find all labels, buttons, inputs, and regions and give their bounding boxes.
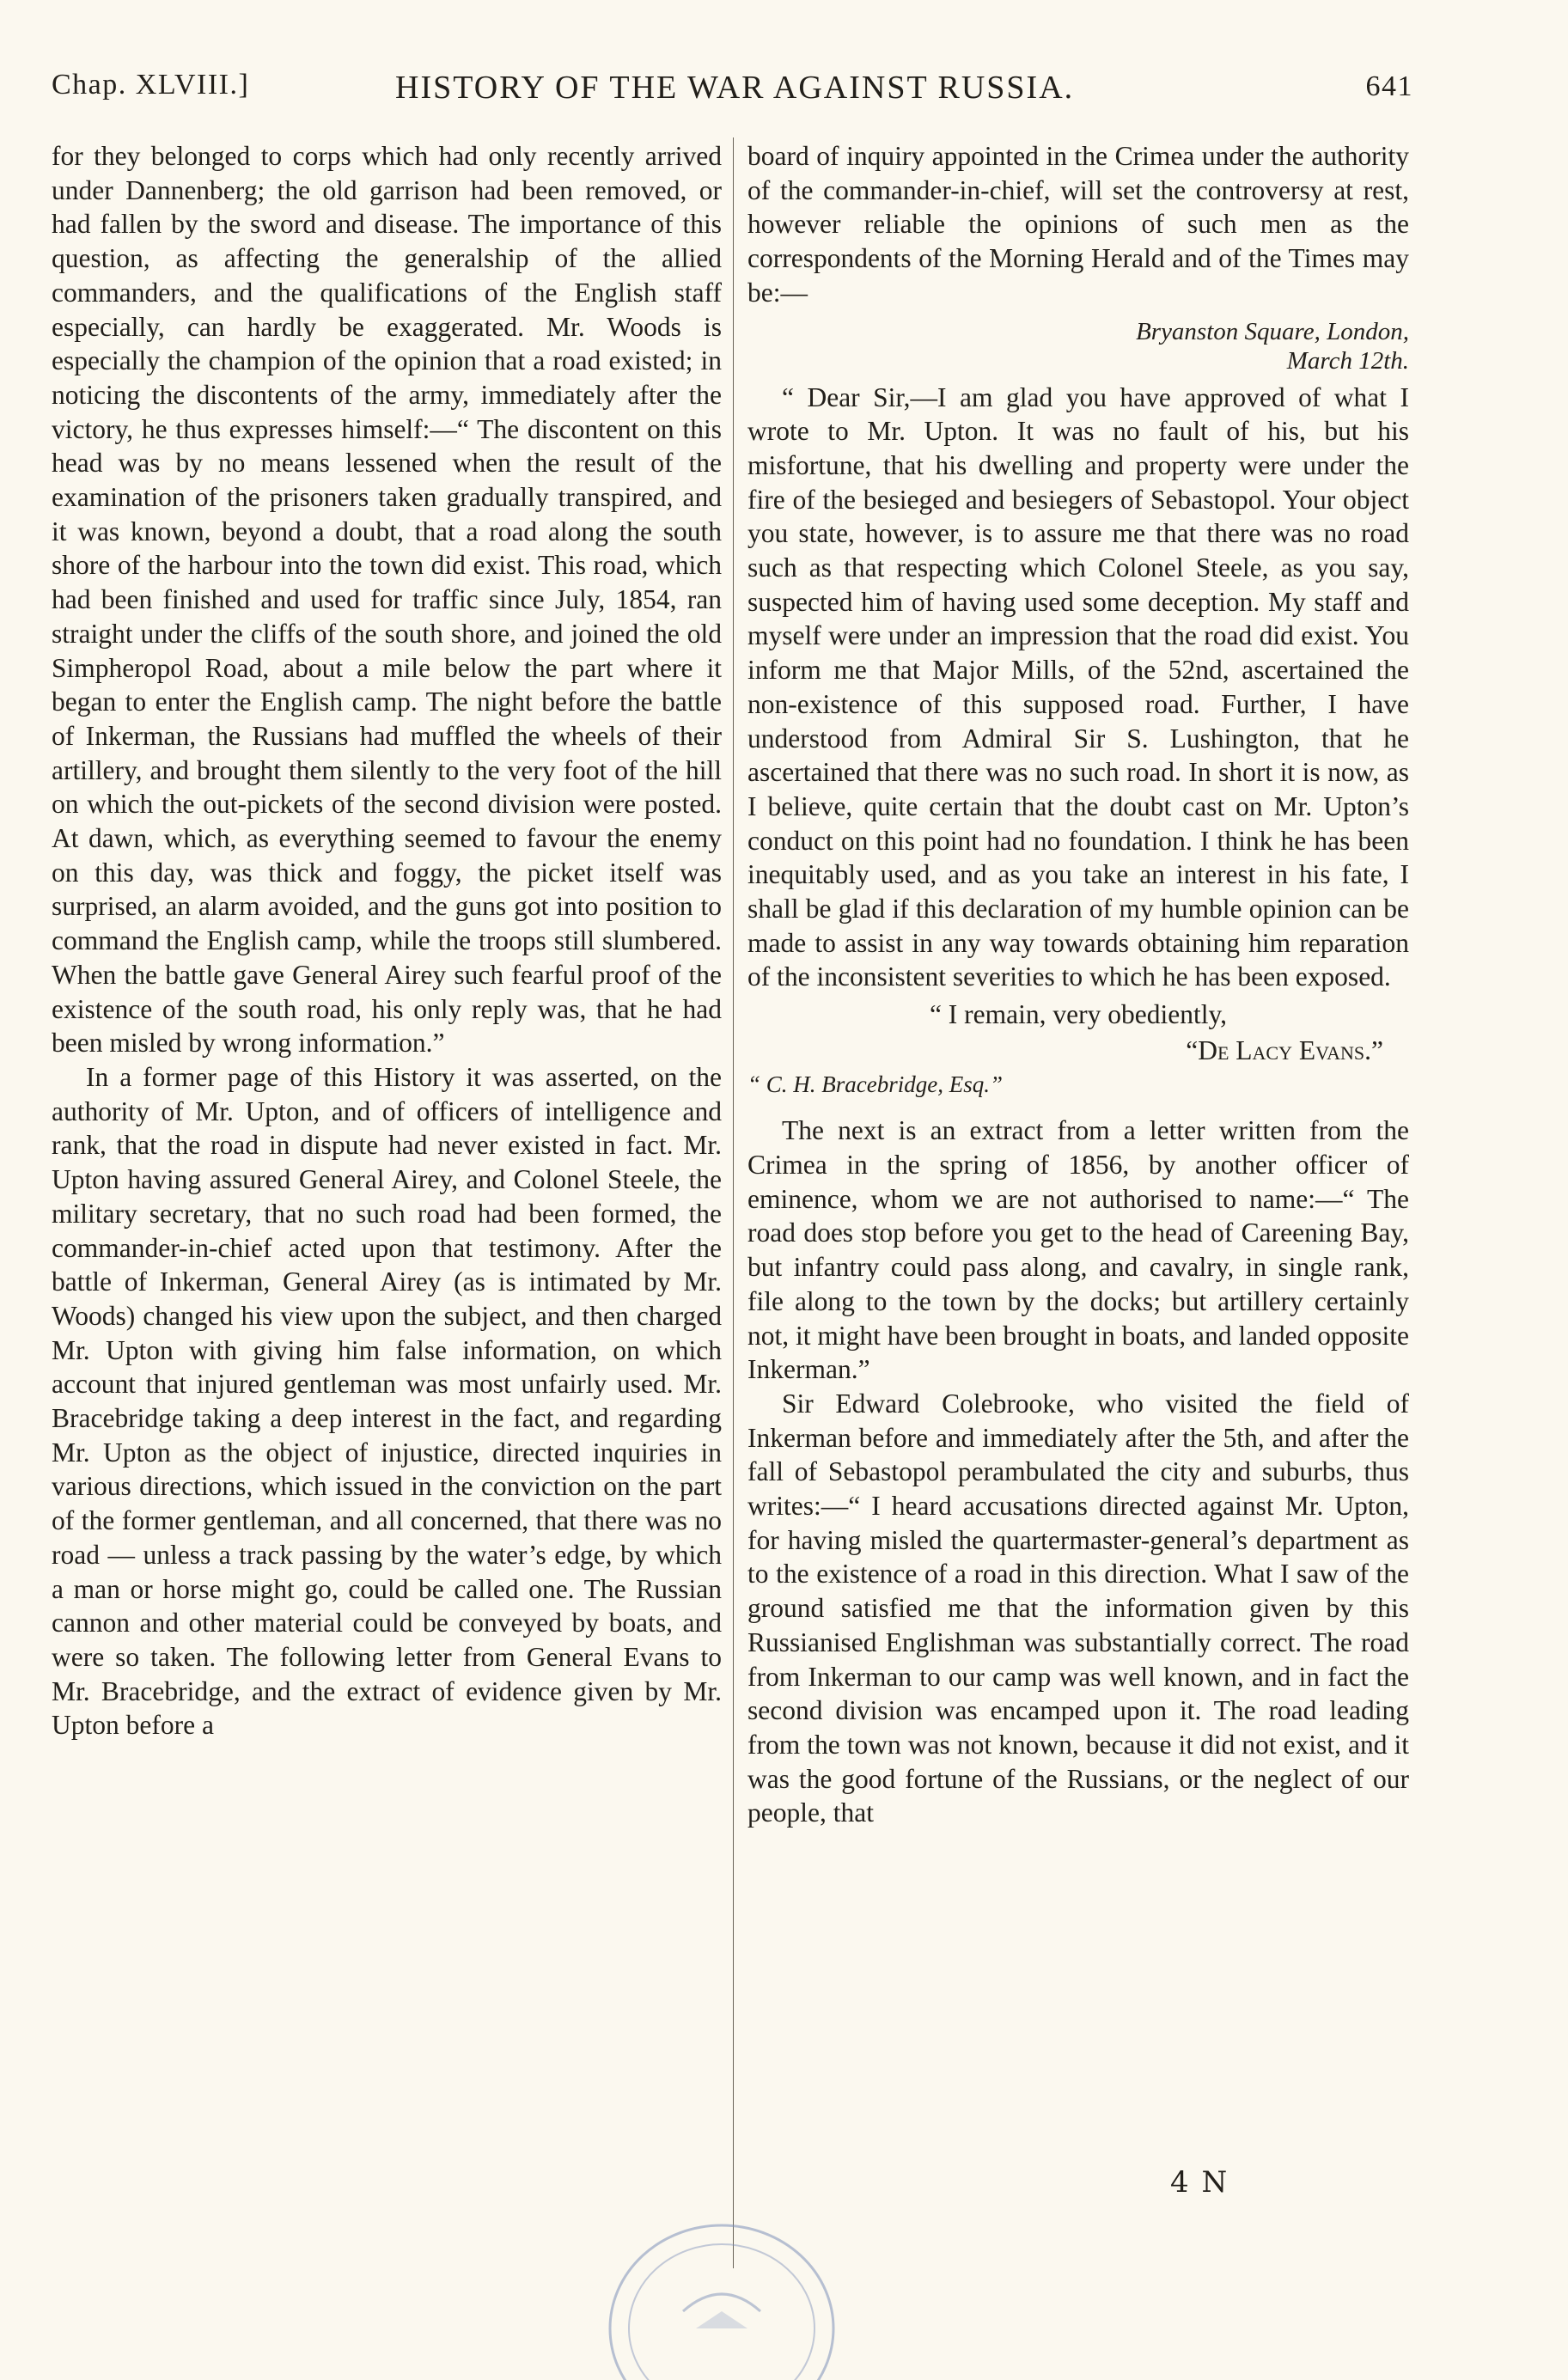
letter-signature: “De Lacy Evans.” (1186, 1034, 1383, 1065)
page-number: 641 (1365, 70, 1413, 102)
left-paragraph-1: for they belonged to corps which had only recently arrived under Dannenberg; the old garrison had been removed, or had fallen by the sword and disease. The importance of this question, as affecting the generalship of the allied commanders, and the qualifications of the English staff especially, can hardly be exaggerated. Mr. Woods is especially the champion of the opinion that a road existed; in noticing the discontents of the army, immediately after the victory, he thus expresses himself:—“ The discontent on this head was by no means lessened when the result of the examination of the prisoners taken gradually transpired, and it was known, beyond a doubt, that a road along the south shore of the harbour into the town did exist. This road, which had been finished and used for traffic since July, 1854, ran straight under the cliffs of the south shore, and joined the old Simpheropol Road, about a mile below the part where it began to enter the English camp. The night before the battle of Inkerman, the Russians had muffled the wheels of their artillery, and brought them silently to the very foot of the hill on which the out-pickets of the second division were posted. At dawn, which, as everything seemed to favour the enemy on this day, was thick and foggy, the picket itself was surprised, an alarm avoided, and the guns got into position to command the English camp, while the troops still slumbered. When the battle gave General Airey such fearful proof of the existence of the south road, his only reply was, that he had been misled by wrong information.” (52, 141, 722, 1059)
left-column (52, 139, 722, 1742)
letter-body: “ Dear Sir,—I am glad you have approved of what I wrote to Mr. Upton. It was no fault of his, but his misfortune, that his dwelling and property were under the fire of the besieged and besiegers of Sebastopol. Your object you state, however, is to assure me that there was no road such as that respecting which Colonel Steele, as you say, suspected him of having used some deception. My staff and myself were under an impression that the road did exist. You inform me that Major Mills, of the 52nd, ascertained the non-existence of this supposed road. Further, I have understood from Admiral Sir S. Lushington, that he ascertained that there was no such road. In short it is now, as I believe, quite certain that the doubt cast on Mr. Upton’s conduct on this point had no foundation. I think he has been inequitably used, and as you take an interest in his fate, I shall be glad if this declaration of my humble opinion can be made to assist in any way towards obtaining him reparation of the inconsistent severities to which he has been exposed. (747, 381, 1409, 992)
column-divider (733, 137, 734, 2268)
right-column (747, 139, 1409, 1830)
printer-signature-mark: 4 N (1170, 2165, 1229, 2200)
page-title: HISTORY OF THE WAR AGAINST RUSSIA. (395, 70, 1075, 106)
chapter-label: Chap. XLVIII.] (52, 69, 250, 101)
right-paragraph-1: board of inquiry appointed in the Crimea under the authority of the commander-in-chief, will set the controversy at rest, however reliable the opinions of such men as the correspondents of the Morning Herald and of the Times may be:— (747, 141, 1409, 308)
right-paragraph-2: The next is an extract from a letter written from the Crimea in the spring of 1856, by another officer of eminence, whom we are not authorised to name:—“ The road does stop before you get to the head of Careening Bay, but infantry could pass along, and cavalry, in single rank, file along to the town by the docks; but artillery certainly not, it might have been brought in boats, and landed opposite Inkerman.” (747, 1115, 1409, 1385)
dateline-date: March 12th. (1286, 346, 1409, 375)
right-paragraph-3: Sir Edward Colebrooke, who visited the field of Inkerman before and immediately after the 5th, and after the fall of Sebastopol perambulated the city and suburbs, thus writes:—“ I heard accusations directed against Mr. Upton, for having misled the quartermaster-general’s department as to the existence of a road in this direction. What I saw of the ground satisfied me that the information given by this Russianised Englishman was substantially correct. The road from Inkerman to our camp was well known, and in fact the second division was encamped upon it. The road leading from the town was not known, because it did not exist, and it was the good fortune of the Russians, or the neglect of our people, that (747, 1388, 1409, 1828)
dateline-place: Bryanston Square, London, (1136, 317, 1409, 345)
letter-recipient: “ C. H. Bracebridge, Esq.” (747, 1071, 1003, 1097)
library-stamp-icon (601, 2208, 842, 2380)
left-paragraph-2: In a former page of this History it was asserted, on the authority of Mr. Upton, and of officers of intelligence and rank, that the road in dispute had never existed in fact. Mr. Upton having assured General Airey, and Colonel Steele, the military secretary, that no such road had been formed, the commander-in-chief acted upon that testimony. After the battle of Inkerman, General Airey (as is intimated by Mr. Woods) changed his view upon the subject, and then charged Mr. Upton with giving him false information, on which account that injured gentleman was most unfairly used. Mr. Bracebridge taking a deep interest in the fact, and regarding Mr. Upton as the object of injustice, directed inquiries in various directions, which issued in the conviction on the part of the former gentleman, and all concerned, that there was no road — unless a track passing by the water’s edge, by which a man or horse might go, could be called one. The Russian cannon and other material could be conveyed by boats, and were so taken. The following letter from General Evans to Mr. Bracebridge, and the extract of evidence given by Mr. Upton before a (52, 1061, 722, 1741)
letter-dateline (747, 317, 1409, 375)
letter-closing: “ I remain, very obediently, (929, 999, 1228, 1030)
running-head (52, 60, 1413, 112)
